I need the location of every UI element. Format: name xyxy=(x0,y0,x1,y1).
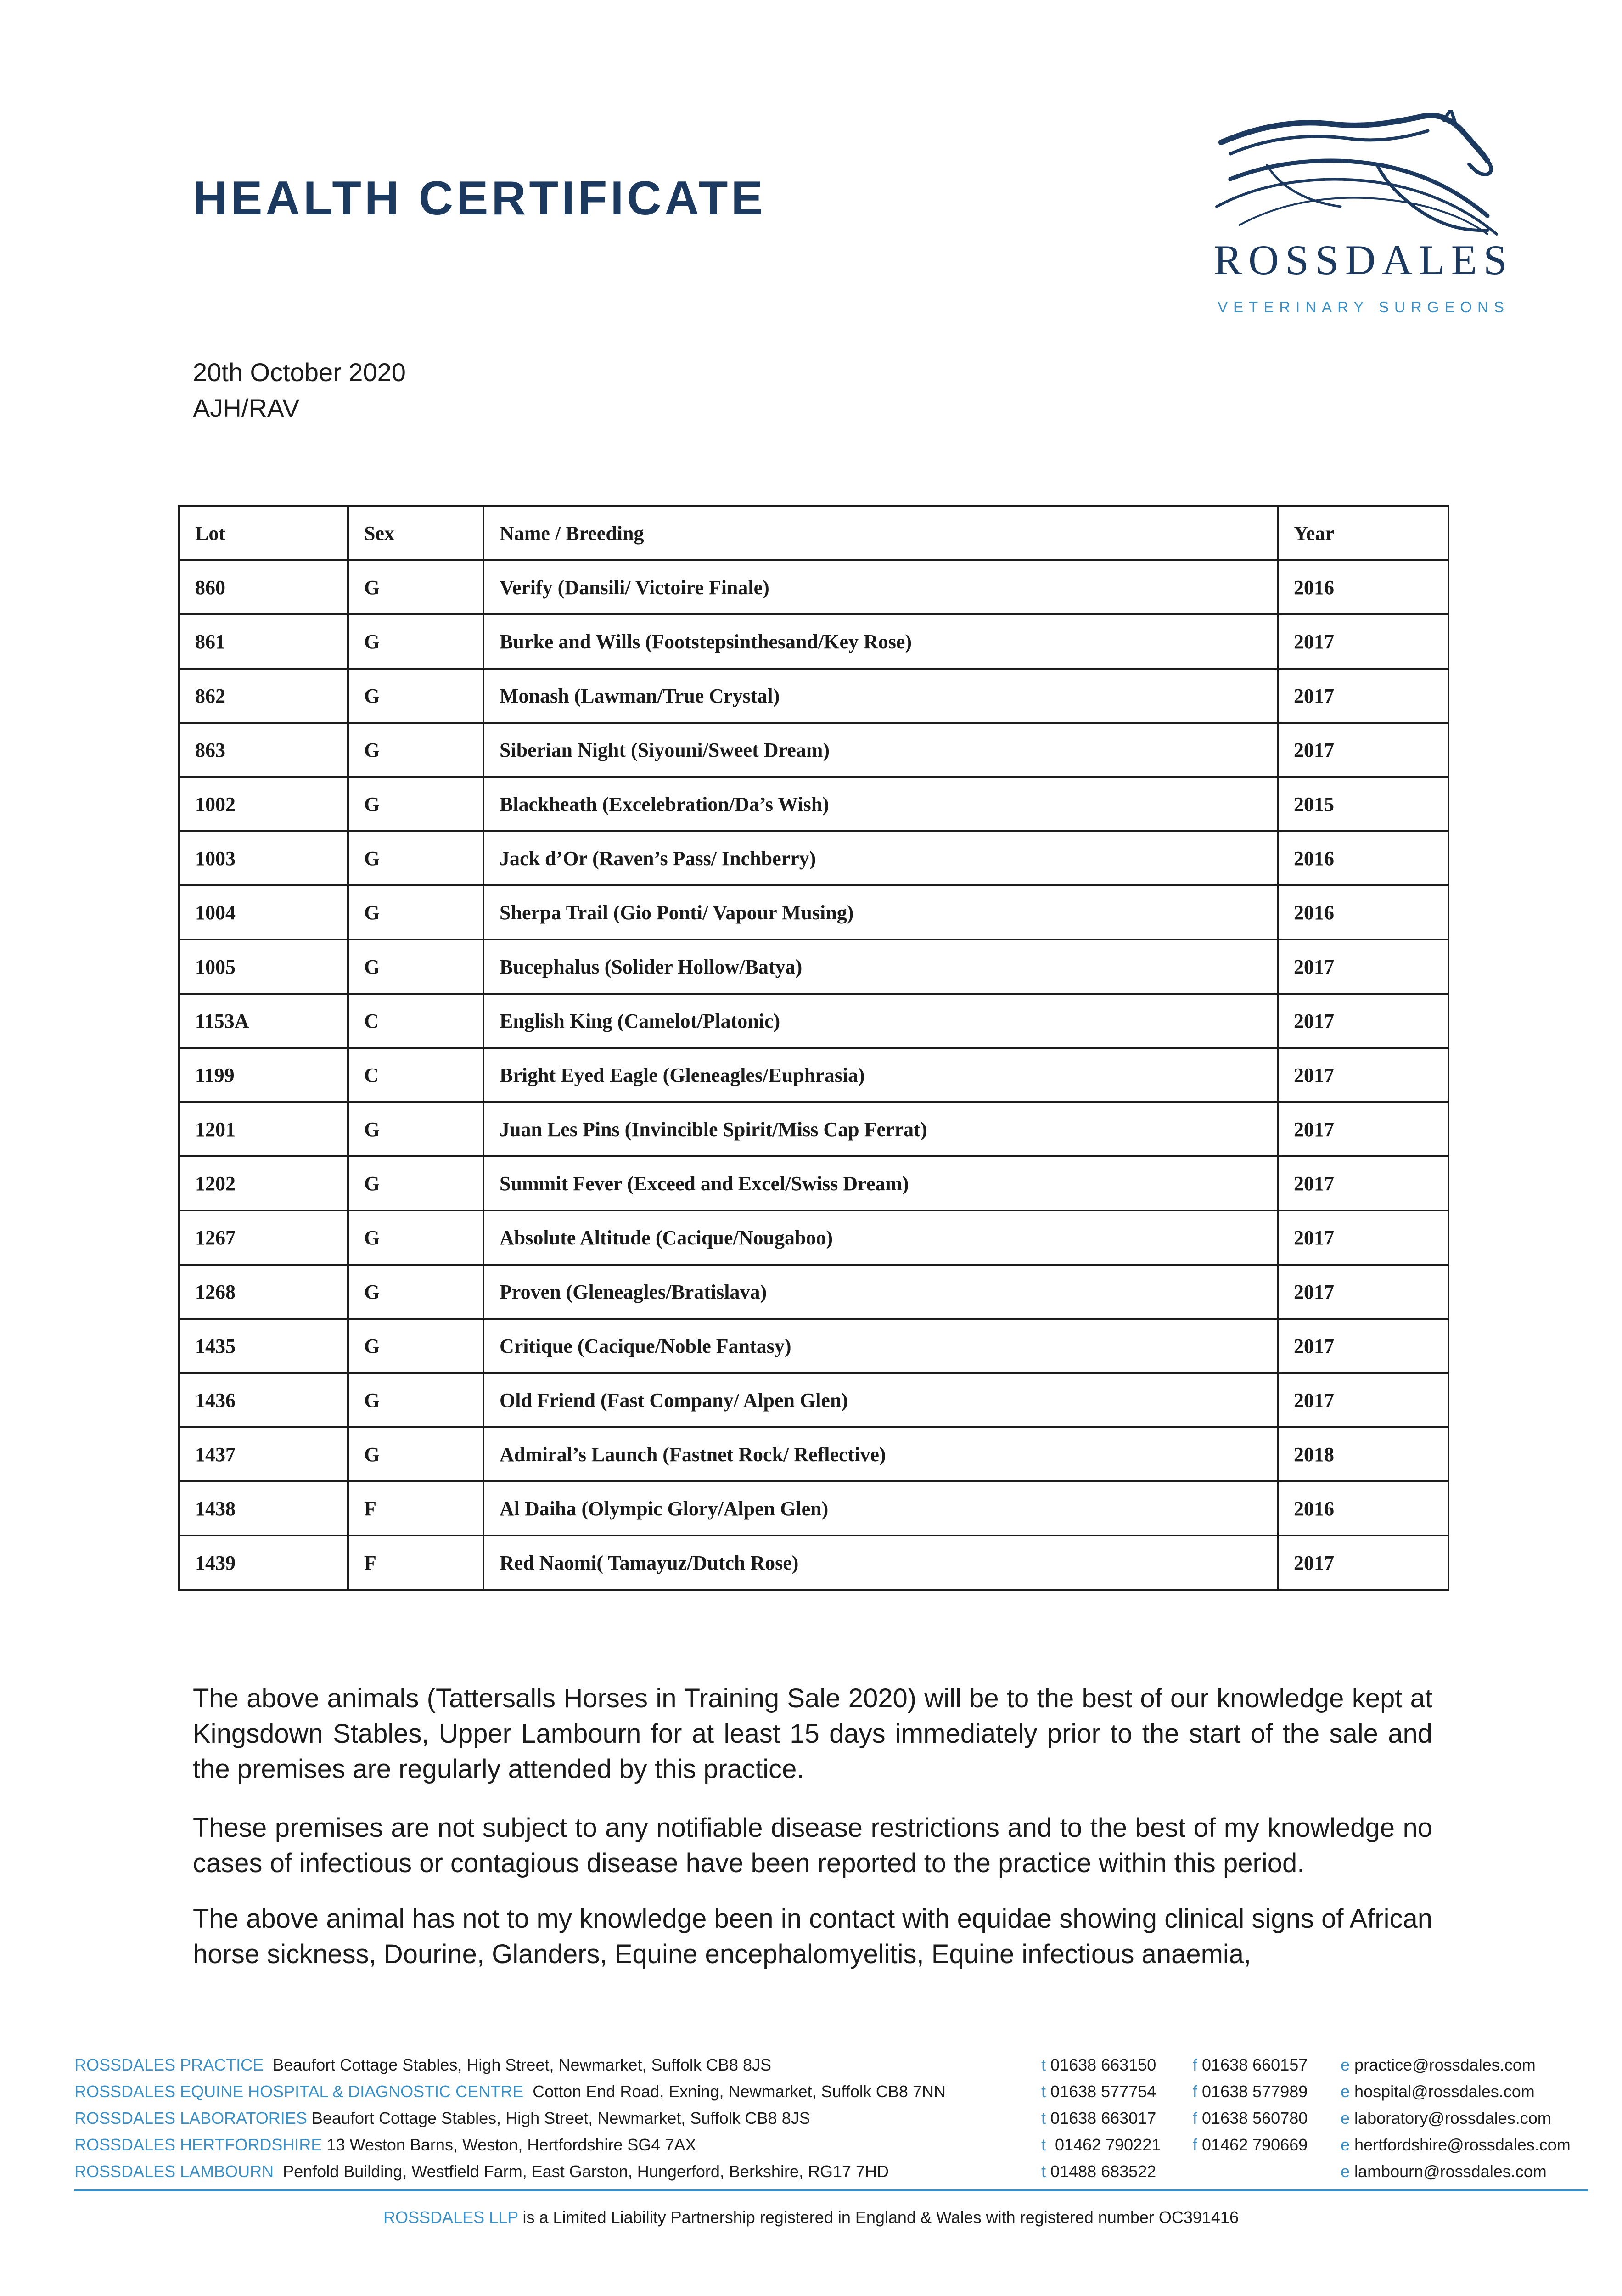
table-row xyxy=(179,940,1448,994)
paragraph-disease-restrictions: These premises are not subject to any notifiable disease restrictions and to the best of my knowledge no cases of infectious or contagious disease have been reported to the practice within this period. xyxy=(193,1813,1432,1878)
telephone-number: 01638 577754 xyxy=(1050,2082,1156,2101)
office-telephone xyxy=(1041,2052,1156,2078)
lot-cell: 1435 xyxy=(179,1319,348,1373)
table-row xyxy=(179,614,1448,669)
telephone-prefix: t xyxy=(1041,2055,1046,2074)
name-breeding-cell: Burke and Wills (Footstepsinthesand/Key Rose) xyxy=(483,614,1278,669)
column-header-name-breeding: Name / Breeding xyxy=(483,506,1278,560)
sex-cell: G xyxy=(348,1427,483,1481)
table-row xyxy=(179,1373,1448,1427)
horse-icon xyxy=(1212,110,1515,243)
paragraph-sale-premises: The above animals (Tattersalls Horses in Training Sale 2020) will be to the best of our knowledge kept at Kingsdown Stables, Upper Lambourn for at least 15 days immediately prior to the start of the sale and the premises are regularly attended by this practice. xyxy=(193,1683,1432,1784)
office-address: Penfold Building, Westfield Farm, East Garston, Hungerford, Berkshire, RG17 7HD xyxy=(283,2162,889,2181)
office-telephone xyxy=(1041,2105,1156,2132)
lot-cell: 862 xyxy=(179,669,348,723)
office-email xyxy=(1341,2158,1547,2185)
lot-cell: 1153A xyxy=(179,994,348,1048)
year-cell: 2017 xyxy=(1278,1048,1448,1102)
name-breeding-cell: Juan Les Pins (Invincible Spirit/Miss Cap Ferrat) xyxy=(483,1102,1278,1156)
table-row xyxy=(179,831,1448,885)
sex-cell: C xyxy=(348,1048,483,1102)
lot-cell: 1005 xyxy=(179,940,348,994)
table-row xyxy=(179,669,1448,723)
name-breeding-cell: Jack d’Or (Raven’s Pass/ Inchberry) xyxy=(483,831,1278,885)
telephone-number: 01638 663150 xyxy=(1050,2055,1156,2074)
year-cell: 2017 xyxy=(1278,994,1448,1048)
name-breeding-cell: Al Daiha (Olympic Glory/Alpen Glen) xyxy=(483,1481,1278,1536)
office-address: Beaufort Cottage Stables, High Street, Newmarket, Suffolk CB8 8JS xyxy=(311,2109,810,2127)
fax-number: 01638 577989 xyxy=(1202,2082,1308,2101)
fax-number: 01462 790669 xyxy=(1202,2135,1308,2154)
office-name: ROSSDALES LAMBOURN xyxy=(74,2162,274,2181)
name-breeding-cell: Siberian Night (Siyouni/Sweet Dream) xyxy=(483,723,1278,777)
lot-cell: 860 xyxy=(179,560,348,614)
table-row xyxy=(179,723,1448,777)
lot-cell: 1268 xyxy=(179,1265,348,1319)
table-row xyxy=(179,1265,1448,1319)
table-row xyxy=(179,1102,1448,1156)
name-breeding-cell: Sherpa Trail (Gio Ponti/ Vapour Musing) xyxy=(483,885,1278,940)
fax-prefix: f xyxy=(1193,2055,1198,2074)
table-row xyxy=(179,1536,1448,1590)
footer-office-row xyxy=(74,2158,1571,2185)
office-address: 13 Weston Barns, Weston, Hertfordshire SG4 7AX xyxy=(326,2135,696,2154)
telephone-prefix: t xyxy=(1041,2135,1046,2154)
telephone-number: 01638 663017 xyxy=(1050,2109,1156,2127)
lot-cell: 1438 xyxy=(179,1481,348,1536)
email-address: hertfordshire@rossdales.com xyxy=(1354,2135,1571,2154)
lot-cell: 1202 xyxy=(179,1156,348,1210)
telephone-number: 01488 683522 xyxy=(1050,2162,1156,2181)
name-breeding-cell: Red Naomi( Tamayuz/Dutch Rose) xyxy=(483,1536,1278,1590)
office-email xyxy=(1341,2078,1535,2105)
name-breeding-cell: Bucephalus (Solider Hollow/Batya) xyxy=(483,940,1278,994)
footer-office-row xyxy=(74,2078,1571,2105)
lot-cell: 1439 xyxy=(179,1536,348,1590)
sex-cell: G xyxy=(348,1156,483,1210)
sex-cell: F xyxy=(348,1481,483,1536)
logo-name: ROSSDALES xyxy=(1213,236,1514,283)
fax-prefix: f xyxy=(1193,2135,1198,2154)
sex-cell: G xyxy=(348,777,483,831)
lots-table xyxy=(178,505,1449,1591)
year-cell: 2017 xyxy=(1278,614,1448,669)
document-reference: AJH/RAV xyxy=(193,394,300,422)
table-row xyxy=(179,1210,1448,1265)
table-row xyxy=(179,1319,1448,1373)
year-cell: 2017 xyxy=(1278,1102,1448,1156)
office-telephone xyxy=(1041,2158,1156,2185)
office-email xyxy=(1341,2105,1551,2132)
telephone-prefix: t xyxy=(1041,2162,1046,2181)
telephone-prefix: t xyxy=(1041,2082,1046,2101)
name-breeding-cell: Bright Eyed Eagle (Gleneagles/Euphrasia) xyxy=(483,1048,1278,1102)
logo-tagline: VETERINARY SURGEONS xyxy=(1218,298,1510,315)
lot-cell: 1267 xyxy=(179,1210,348,1265)
office-email xyxy=(1341,2052,1536,2078)
sex-cell: G xyxy=(348,1210,483,1265)
sex-cell: G xyxy=(348,831,483,885)
year-cell: 2017 xyxy=(1278,669,1448,723)
office-name: ROSSDALES PRACTICE xyxy=(74,2055,264,2074)
email-address: practice@rossdales.com xyxy=(1354,2055,1536,2074)
email-address: hospital@rossdales.com xyxy=(1354,2082,1535,2101)
lot-cell: 1436 xyxy=(179,1373,348,1427)
year-cell: 2017 xyxy=(1278,940,1448,994)
document-date: 20th October 2020 xyxy=(193,358,406,387)
name-breeding-cell: Summit Fever (Exceed and Excel/Swiss Dream) xyxy=(483,1156,1278,1210)
name-breeding-cell: English King (Camelot/Platonic) xyxy=(483,994,1278,1048)
year-cell: 2017 xyxy=(1278,1156,1448,1210)
footer-offices xyxy=(74,2052,1571,2185)
email-prefix: e xyxy=(1341,2135,1350,2154)
year-cell: 2017 xyxy=(1278,1210,1448,1265)
sex-cell: G xyxy=(348,885,483,940)
column-header-lot: Lot xyxy=(179,506,348,560)
name-breeding-cell: Admiral’s Launch (Fastnet Rock/ Reflective) xyxy=(483,1427,1278,1481)
year-cell: 2015 xyxy=(1278,777,1448,831)
footer-office-row xyxy=(74,2132,1571,2158)
legal-registration-text: is a Limited Liability Partnership registered in England & Wales with registered number OC391416 xyxy=(522,2208,1239,2227)
year-cell: 2018 xyxy=(1278,1427,1448,1481)
office-telephone xyxy=(1041,2132,1161,2158)
office-address: Cotton End Road, Exning, Newmarket, Suffolk CB8 7NN xyxy=(533,2082,946,2101)
fax-number: 01638 660157 xyxy=(1202,2055,1308,2074)
table-row xyxy=(179,1481,1448,1536)
footer-office-row xyxy=(74,2105,1571,2132)
year-cell: 2017 xyxy=(1278,1536,1448,1590)
sex-cell: G xyxy=(348,1319,483,1373)
table-row xyxy=(179,1048,1448,1102)
sex-cell: G xyxy=(348,723,483,777)
footer-legal xyxy=(0,2208,1622,2227)
lot-cell: 1003 xyxy=(179,831,348,885)
legal-entity-name: ROSSDALES LLP xyxy=(383,2208,518,2227)
column-header-sex: Sex xyxy=(348,506,483,560)
lot-cell: 1201 xyxy=(179,1102,348,1156)
lot-cell: 1004 xyxy=(179,885,348,940)
sex-cell: G xyxy=(348,669,483,723)
table-header-row xyxy=(179,506,1448,560)
table-row xyxy=(179,994,1448,1048)
lot-cell: 1002 xyxy=(179,777,348,831)
footer-office-row xyxy=(74,2052,1571,2078)
year-cell: 2016 xyxy=(1278,560,1448,614)
email-prefix: e xyxy=(1341,2162,1350,2181)
table-row xyxy=(179,885,1448,940)
paragraph-contact-statement: The above animal has not to my knowledge been in contact with equidae showing clinical signs of African horse sickness, Dourine, Glanders, Equine encephalomyelitis, Equine infectious anaemia, xyxy=(193,1904,1432,1969)
office-fax xyxy=(1193,2105,1308,2132)
sex-cell: G xyxy=(348,1265,483,1319)
lot-cell: 1199 xyxy=(179,1048,348,1102)
lot-cell: 861 xyxy=(179,614,348,669)
table-row xyxy=(179,1156,1448,1210)
sex-cell: F xyxy=(348,1536,483,1590)
table-row xyxy=(179,560,1448,614)
year-cell: 2016 xyxy=(1278,1481,1448,1536)
name-breeding-cell: Verify (Dansili/ Victoire Finale) xyxy=(483,560,1278,614)
year-cell: 2017 xyxy=(1278,1319,1448,1373)
page-title: HEALTH CERTIFICATE xyxy=(193,172,766,225)
office-fax xyxy=(1193,2132,1308,2158)
name-breeding-cell: Absolute Altitude (Cacique/Nougaboo) xyxy=(483,1210,1278,1265)
telephone-number: 01462 790221 xyxy=(1055,2135,1161,2154)
footer-divider xyxy=(74,2189,1588,2191)
email-prefix: e xyxy=(1341,2055,1350,2074)
document-meta xyxy=(193,355,406,426)
name-breeding-cell: Proven (Gleneagles/Bratislava) xyxy=(483,1265,1278,1319)
email-prefix: e xyxy=(1341,2109,1350,2127)
fax-number: 01638 560780 xyxy=(1202,2109,1308,2127)
lot-cell: 1437 xyxy=(179,1427,348,1481)
name-breeding-cell: Blackheath (Excelebration/Da’s Wish) xyxy=(483,777,1278,831)
office-fax xyxy=(1193,2052,1308,2078)
office-address: Beaufort Cottage Stables, High Street, Newmarket, Suffolk CB8 8JS xyxy=(273,2055,771,2074)
email-prefix: e xyxy=(1341,2082,1350,2101)
sex-cell: G xyxy=(348,560,483,614)
telephone-prefix: t xyxy=(1041,2109,1046,2127)
rossdales-logo xyxy=(1212,110,1515,335)
year-cell: 2016 xyxy=(1278,831,1448,885)
sex-cell: G xyxy=(348,1373,483,1427)
sex-cell: C xyxy=(348,994,483,1048)
name-breeding-cell: Old Friend (Fast Company/ Alpen Glen) xyxy=(483,1373,1278,1427)
name-breeding-cell: Critique (Cacique/Noble Fantasy) xyxy=(483,1319,1278,1373)
fax-prefix: f xyxy=(1193,2082,1198,2101)
sex-cell: G xyxy=(348,614,483,669)
sex-cell: G xyxy=(348,1102,483,1156)
email-address: lambourn@rossdales.com xyxy=(1354,2162,1547,2181)
year-cell: 2016 xyxy=(1278,885,1448,940)
table-row xyxy=(179,1427,1448,1481)
year-cell: 2017 xyxy=(1278,723,1448,777)
email-address: laboratory@rossdales.com xyxy=(1354,2109,1551,2127)
lot-cell: 863 xyxy=(179,723,348,777)
office-email xyxy=(1341,2132,1571,2158)
office-name: ROSSDALES EQUINE HOSPITAL & DIAGNOSTIC CENTRE xyxy=(74,2082,524,2101)
year-cell: 2017 xyxy=(1278,1373,1448,1427)
office-fax xyxy=(1193,2078,1308,2105)
table-row xyxy=(179,777,1448,831)
year-cell: 2017 xyxy=(1278,1265,1448,1319)
office-name: ROSSDALES LABORATORIES xyxy=(74,2109,307,2127)
fax-prefix: f xyxy=(1193,2109,1198,2127)
name-breeding-cell: Monash (Lawman/True Crystal) xyxy=(483,669,1278,723)
office-telephone xyxy=(1041,2078,1156,2105)
office-name: ROSSDALES HERTFORDSHIRE xyxy=(74,2135,322,2154)
sex-cell: G xyxy=(348,940,483,994)
column-header-year: Year xyxy=(1278,506,1448,560)
